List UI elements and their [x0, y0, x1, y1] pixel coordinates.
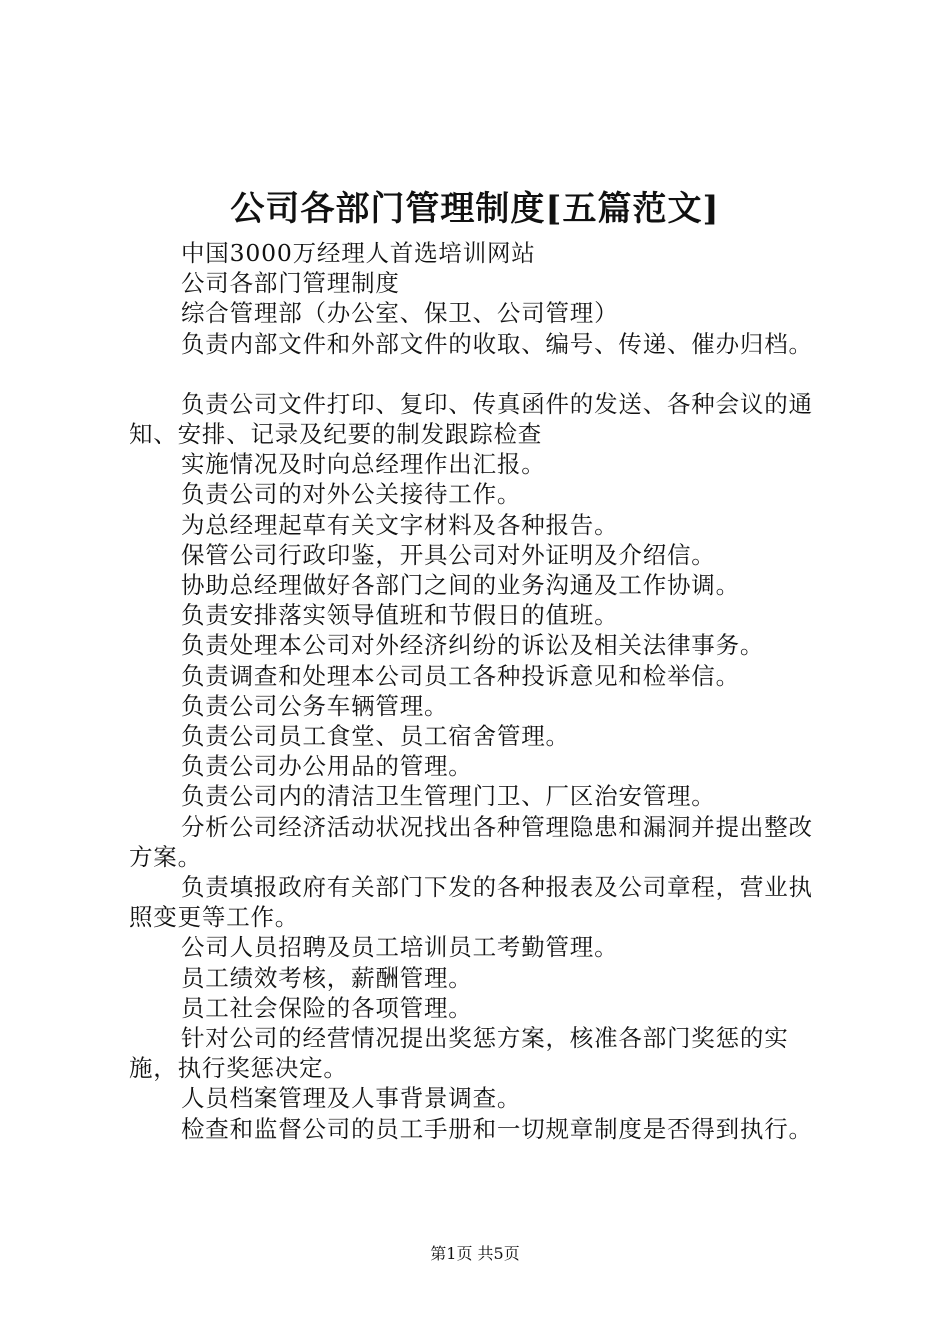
paragraph: 负责填报政府有关部门下发的各种报表及公司章程，营业执照变更等工作。	[129, 873, 813, 932]
paragraph: 分析公司经济活动状况找出各种管理隐患和漏洞并提出整改方案。	[129, 812, 813, 871]
paragraph: 负责调查和处理本公司员工各种投诉意见和检举信。	[181, 661, 740, 690]
paragraph: 员工社会保险的各项管理。	[181, 993, 473, 1022]
paragraph: 负责公司公务车辆管理。	[181, 691, 449, 720]
page-footer: 第1页 共5页	[430, 1244, 520, 1263]
paragraph: 公司各部门管理制度	[181, 269, 400, 298]
paragraph: 人员档案管理及人事背景调查。	[181, 1084, 522, 1113]
paragraph: 协助总经理做好各部门之间的业务沟通及工作协调。	[181, 571, 740, 600]
paragraph: 员工绩效考核，薪酬管理。	[181, 963, 473, 992]
paragraph: 保管公司行政印鉴，开具公司对外证明及介绍信。	[181, 540, 716, 569]
paragraph: 负责公司办公用品的管理。	[181, 752, 473, 781]
document-body	[129, 238, 833, 1144]
paragraph: 中国3000万经理人首选培训网站	[181, 239, 536, 267]
paragraph: 为总经理起草有关文字材料及各种报告。	[181, 510, 619, 539]
paragraph: 针对公司的经营情况提出奖惩方案，核准各部门奖惩的实施，执行奖惩决定。	[129, 1024, 789, 1083]
paragraph: 负责公司的对外公关接待工作。	[181, 480, 522, 509]
paragraph: 负责安排落实领导值班和节假日的值班。	[181, 601, 619, 630]
paragraph: 负责内部文件和外部文件的收取、编号、传递、催办归档。	[181, 329, 813, 358]
paragraph: 负责处理本公司对外经济纠纷的诉讼及相关法律事务。	[181, 631, 765, 660]
paragraph: 综合管理部（办公室、保卫、公司管理）	[181, 299, 619, 328]
paragraph: 负责公司员工食堂、员工宿舍管理。	[181, 722, 570, 751]
paragraph: 公司人员招聘及员工培训员工考勤管理。	[181, 933, 619, 962]
paragraph: 检查和监督公司的员工手册和一切规章制度是否得到执行。	[181, 1114, 813, 1143]
paragraph: 实施情况及时向总经理作出汇报。	[181, 450, 546, 479]
document-title: 公司各部门管理制度[五篇范文]	[230, 189, 720, 229]
paragraph: 负责公司内的清洁卫生管理门卫、厂区治安管理。	[181, 782, 716, 811]
paragraph: 负责公司文件打印、复印、传真函件的发送、各种会议的通知、安排、记录及纪要的制发跟踪检查	[129, 389, 813, 449]
